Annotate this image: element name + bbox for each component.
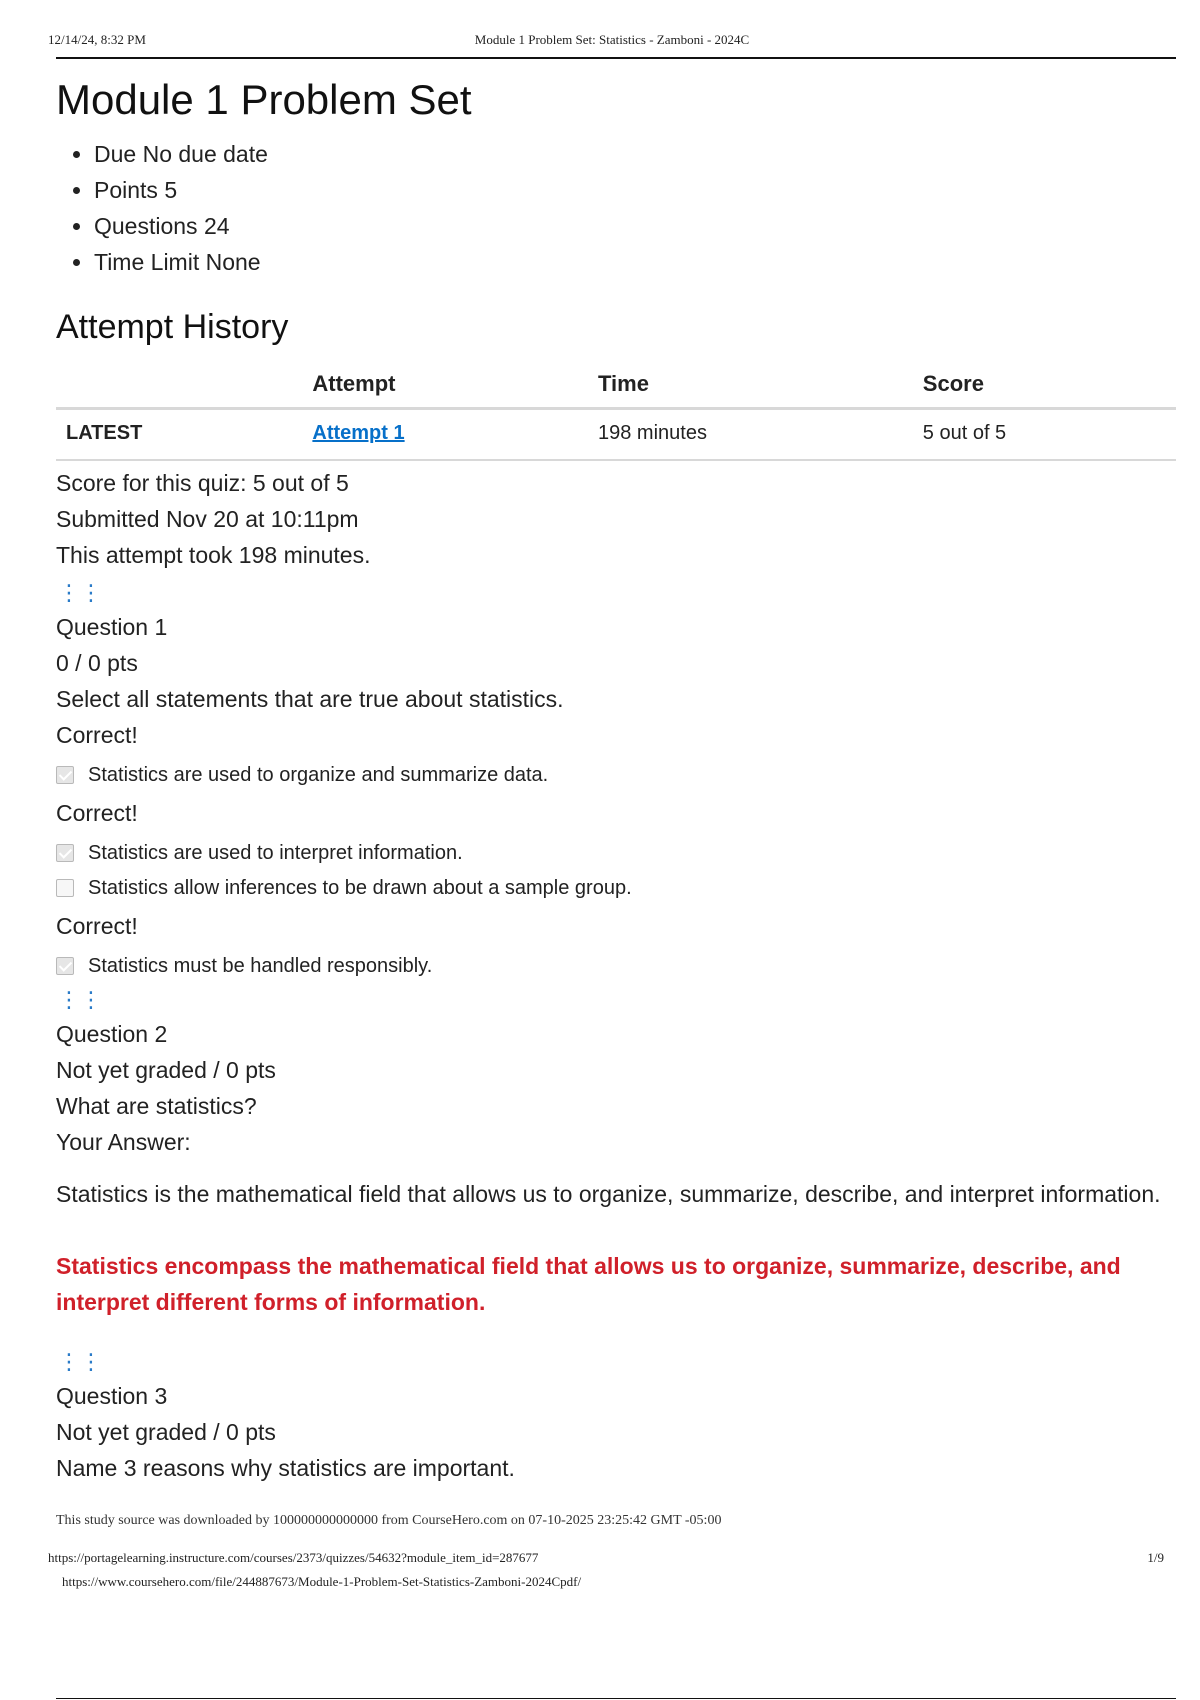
header-divider (56, 57, 1176, 59)
drag-handle-icon[interactable]: ⋮⋮ (58, 1349, 102, 1374)
your-answer-label: Your Answer: (56, 1129, 191, 1155)
unchecked-checkbox-icon (56, 879, 74, 897)
question-3-prompt: Name 3 reasons why statistics are important. (56, 1455, 515, 1481)
detail-time-limit: • Time Limit None (94, 244, 1176, 280)
correct-label: Correct! (56, 913, 138, 939)
attempt-duration: This attempt took 198 minutes. (56, 542, 371, 568)
checked-checkbox-icon (56, 766, 74, 784)
score-cell: 5 out of 5 (913, 409, 1176, 461)
question-2-points: Not yet graded / 0 pts (56, 1057, 276, 1083)
question-1-title: Question 1 (56, 614, 168, 640)
question-2-prompt: What are statistics? (56, 1093, 257, 1119)
footer-url: https://portagelearning.instructure.com/courses/2373/quizzes/54632?module_item_id=287677 (48, 1550, 539, 1565)
download-watermark: This study source was downloaded by 100000000000000 from CourseHero.com on 07-10-2025 23:25:42 GMT -05:00 (56, 1513, 722, 1528)
column-header-time: Time (588, 365, 913, 409)
student-answer: Statistics is the mathematical field that allows us to organize, summarize, describe, and interpret information. (56, 1181, 1161, 1207)
footer-source-url: https://www.coursehero.com/file/244887673/Module-1-Problem-Set-Statistics-Zamboni-2024Cpdf/ (62, 1574, 582, 1589)
detail-questions: • Questions 24 (94, 208, 1176, 244)
question-2-title: Question 2 (56, 1021, 168, 1047)
question-1-prompt: Select all statements that are true about statistics. (56, 686, 564, 712)
page-title: Module 1 Problem Set (56, 76, 472, 123)
answer-option (56, 875, 1176, 901)
correct-answer: Statistics encompass the mathematical field that allows us to organize, summarize, describe, and interpret different forms of information. (56, 1253, 1121, 1315)
quiz-content (56, 66, 1176, 1486)
correct-label: Correct! (56, 800, 138, 826)
attempt-history-heading: Attempt History (56, 308, 289, 346)
question-3-points: Not yet graded / 0 pts (56, 1419, 276, 1445)
answer-option-text: Statistics allow inferences to be drawn about a sample group. (88, 877, 632, 899)
answer-option (56, 762, 1176, 788)
correct-label: Correct! (56, 722, 138, 748)
attempt-cell (302, 409, 588, 461)
time-cell: 198 minutes (588, 409, 913, 461)
attempt-history-table (56, 365, 1176, 461)
answer-option-text: Statistics are used to organize and summarize data. (88, 764, 549, 786)
column-header-score: Score (913, 365, 1176, 409)
question-3-title: Question 3 (56, 1383, 168, 1409)
quiz-score: Score for this quiz: 5 out of 5 (56, 470, 349, 496)
bottom-divider (56, 1698, 1176, 1699)
column-header-attempt: Attempt (302, 365, 588, 409)
attempt-1-link[interactable]: Attempt 1 (312, 422, 405, 444)
checked-checkbox-icon (56, 957, 74, 975)
checked-checkbox-icon (56, 844, 74, 862)
question-1-points: 0 / 0 pts (56, 650, 138, 676)
page-number: 1/9 (1147, 1550, 1164, 1565)
print-header (48, 30, 1176, 60)
drag-handle-icon[interactable]: ⋮⋮ (58, 987, 102, 1012)
quiz-details-list (56, 136, 1176, 280)
latest-label: LATEST (56, 409, 302, 461)
column-header-blank (56, 365, 302, 409)
print-doc-title: Module 1 Problem Set: Statistics - Zamboni - 2024C (474, 32, 750, 47)
answer-option (56, 840, 1176, 866)
answer-option (56, 953, 1176, 979)
submitted-time: Submitted Nov 20 at 10:11pm (56, 506, 359, 532)
answer-option-text: Statistics are used to interpret information. (88, 842, 463, 864)
table-row (56, 409, 1176, 461)
print-date: 12/14/24, 8:32 PM (48, 32, 146, 47)
table-header-row (56, 365, 1176, 409)
detail-points: • Points 5 (94, 172, 1176, 208)
answer-option-text: Statistics must be handled responsibly. (88, 955, 433, 977)
detail-due: • Due No due date (94, 136, 1176, 172)
drag-handle-icon[interactable]: ⋮⋮ (58, 580, 102, 605)
